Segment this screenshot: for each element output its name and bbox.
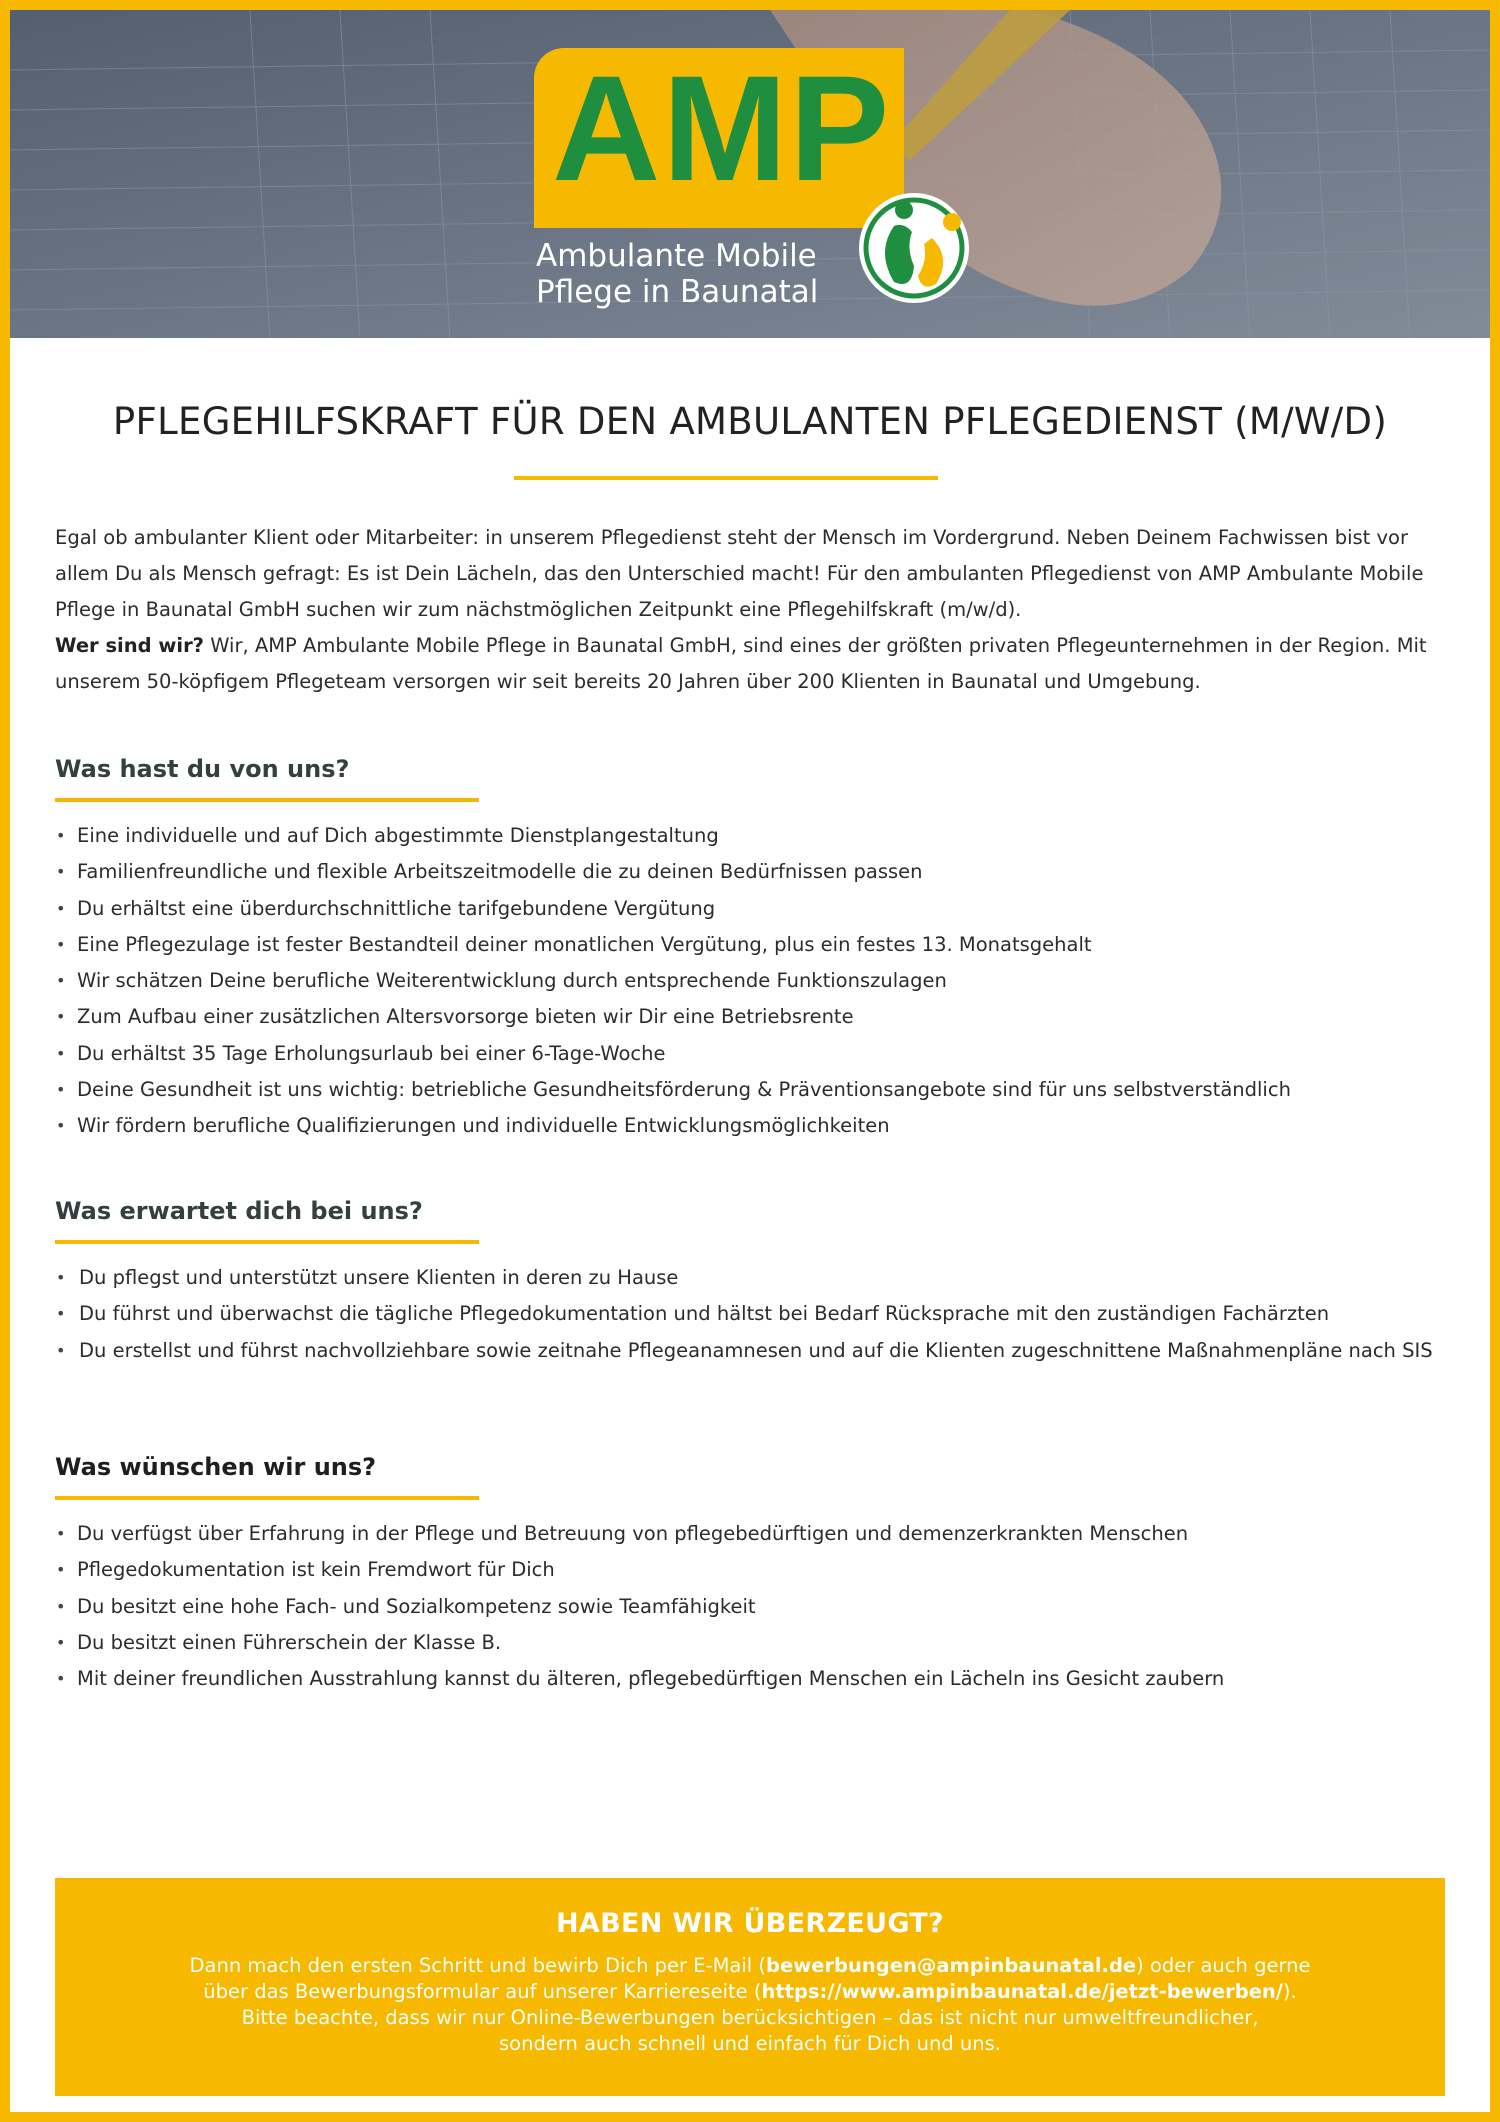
bullet-icon: •	[56, 826, 66, 845]
section-heading: Was wünschen wir uns?	[55, 1453, 377, 1481]
list-item: • Wir fördern berufliche Qualifizierungen und individuelle Entwicklungsmöglichkeiten	[55, 1108, 1465, 1144]
logo-subtitle-line-1: Ambulante Mobile	[536, 238, 817, 274]
list-item: • Du besitzt einen Führerschein der Klasse B.	[55, 1625, 1465, 1661]
list-item: • Eine Pflegezulage ist fester Bestandteil deiner monatlichen Vergütung, plus ein festes 13. Monatsgehalt	[55, 927, 1465, 963]
expectations-list	[55, 1260, 1465, 1369]
bullet-icon: •	[56, 1524, 66, 1543]
people-emblem-icon	[854, 186, 974, 306]
bullet-icon: •	[56, 1304, 66, 1324]
career-page-link[interactable]: https://www.ampinbaunatal.de/jetzt-bewerben/	[761, 1980, 1283, 2003]
bullet-icon: •	[56, 1043, 66, 1063]
bullet-icon: •	[56, 1560, 66, 1580]
header-photo	[10, 10, 1490, 338]
benefits-list	[55, 818, 1465, 1145]
list-item: • Du erhältst 35 Tage Erholungsurlaub bei einer 6-Tage-Woche	[55, 1036, 1465, 1072]
section-divider	[55, 1240, 479, 1244]
list-item: • Wir schätzen Deine berufliche Weiterentwicklung durch entsprechende Funktionszulagen	[55, 963, 1465, 999]
bullet-icon: •	[56, 1596, 66, 1616]
who-are-we-label: Wer sind wir?	[55, 634, 204, 657]
section-divider	[55, 1496, 479, 1500]
who-are-we-text: Wir, AMP Ambulante Mobile Pflege in Baunatal GmbH, sind eines der größten privaten Pflegeunternehmen in der Region. Mit unserem 50-köpfigem Pflegeteam versorgen wir seit bereits 20 Jahren über 200 Klienten in Baunatal und Umgebung.	[55, 634, 1427, 693]
intro-text	[55, 520, 1455, 700]
list-item: • Du erhältst eine überdurchschnittliche tarifgebundene Vergütung	[55, 891, 1465, 927]
list-item: • Mit deiner freundlichen Ausstrahlung kannst du älteren, pflegebedürftigen Menschen ein Lächeln ins Gesicht zaubern	[55, 1661, 1465, 1697]
bullet-icon: •	[56, 1116, 66, 1136]
bullet-icon: •	[56, 1340, 66, 1360]
bullet-icon: •	[56, 1268, 66, 1287]
title-divider	[514, 476, 938, 480]
logo-letters: AMP	[552, 44, 892, 212]
section-requirements	[55, 1450, 1465, 1697]
list-item: • Du verfügst über Erfahrung in der Pflege und Betreuung von pflegebedürftigen und demenzerkrankten Menschen	[55, 1516, 1465, 1552]
list-item: • Du pflegst und unterstützt unsere Klienten in deren zu Hause	[55, 1260, 1465, 1296]
page-title: PFLEGEHILFSKRAFT FÜR DEN AMBULANTEN PFLEGEDIENST (M/W/D)	[112, 400, 1388, 443]
list-item: • Deine Gesundheit ist uns wichtig: betriebliche Gesundheitsförderung & Präventionsangebote sind für uns selbstverständlich	[55, 1072, 1465, 1108]
logo-subtitle-line-2: Pflege in Baunatal	[536, 274, 819, 310]
bullet-icon: •	[56, 971, 66, 991]
list-item: • Familienfreundliche und flexible Arbeitszeitmodelle die zu deinen Bedürfnissen passen	[55, 854, 1465, 890]
section-expectations	[55, 1194, 1465, 1369]
cta-line-1: Dann mach den ersten Schritt und bewirb Dich per E-Mail (bewerbungen@ampinbaunatal.de) oder auch gerne	[189, 1954, 1311, 1977]
who-are-we-paragraph	[55, 628, 1455, 700]
bullet-icon: •	[56, 898, 66, 918]
cta-heading: HABEN WIR ÜBERZEUGT?	[556, 1908, 944, 1939]
list-item: • Eine individuelle und auf Dich abgestimmte Dienstplangestaltung	[55, 818, 1465, 854]
list-item: • Du besitzt eine hohe Fach- und Sozialkompetenz sowie Teamfähigkeit	[55, 1589, 1465, 1625]
section-benefits	[55, 752, 1465, 1145]
cta-text	[55, 1953, 1445, 2057]
cta-line-4: sondern auch schnell und einfach für Dich und uns.	[499, 2032, 1001, 2055]
intro-paragraph: Egal ob ambulanter Klient oder Mitarbeiter: in unserem Pflegedienst steht der Mensch im Vordergrund. Neben Deinem Fachwissen bist vor allem Du als Mensch gefragt: Es ist Dein Lächeln, das den Unterschied macht! Für den ambulanten Pflegedienst von AMP Ambulante Mobile Pflege in Baunatal GmbH suchen wir zum nächstmöglichen Zeitpunkt eine Pflegehilfskraft (m/w/d).	[55, 526, 1424, 621]
cta-line-2: über das Bewerbungsformular auf unserer Karriereseite (https://www.ampinbaunatal.de/jetzt-bewerben/).	[203, 1980, 1297, 2003]
email-link[interactable]: bewerbungen@ampinbaunatal.de	[766, 1954, 1137, 1977]
call-to-action-box	[55, 1878, 1445, 2096]
bullet-icon: •	[56, 1632, 66, 1652]
bullet-icon: •	[56, 1007, 66, 1027]
section-heading: Was hast du von uns?	[55, 755, 350, 783]
bullet-icon: •	[56, 1669, 66, 1689]
list-item: • Pflegedokumentation ist kein Fremdwort für Dich	[55, 1552, 1465, 1588]
list-item: • Du führst und überwachst die tägliche Pflegedokumentation und hältst bei Bedarf Rücksprache mit den zuständigen Fachärzten	[55, 1296, 1465, 1332]
bullet-icon: •	[56, 862, 66, 882]
list-item: • Du erstellst und führst nachvollziehbare sowie zeitnahe Pflegeanamnesen und auf die Klienten zugeschnittene Maßnahmenpläne nach SIS	[55, 1333, 1465, 1369]
requirements-list	[55, 1516, 1465, 1697]
bullet-icon: •	[56, 1080, 66, 1100]
list-item: • Zum Aufbau einer zusätzlichen Altersvorsorge bieten wir Dir eine Betriebsrente	[55, 999, 1465, 1035]
section-divider	[55, 798, 479, 802]
amp-logo	[534, 44, 974, 318]
section-heading: Was erwartet dich bei uns?	[55, 1197, 423, 1225]
cta-line-3: Bitte beachte, dass wir nur Online-Bewerbungen berücksichtigen – das ist nicht nur umweltfreundlicher,	[241, 2006, 1259, 2029]
bullet-icon: •	[56, 934, 66, 954]
